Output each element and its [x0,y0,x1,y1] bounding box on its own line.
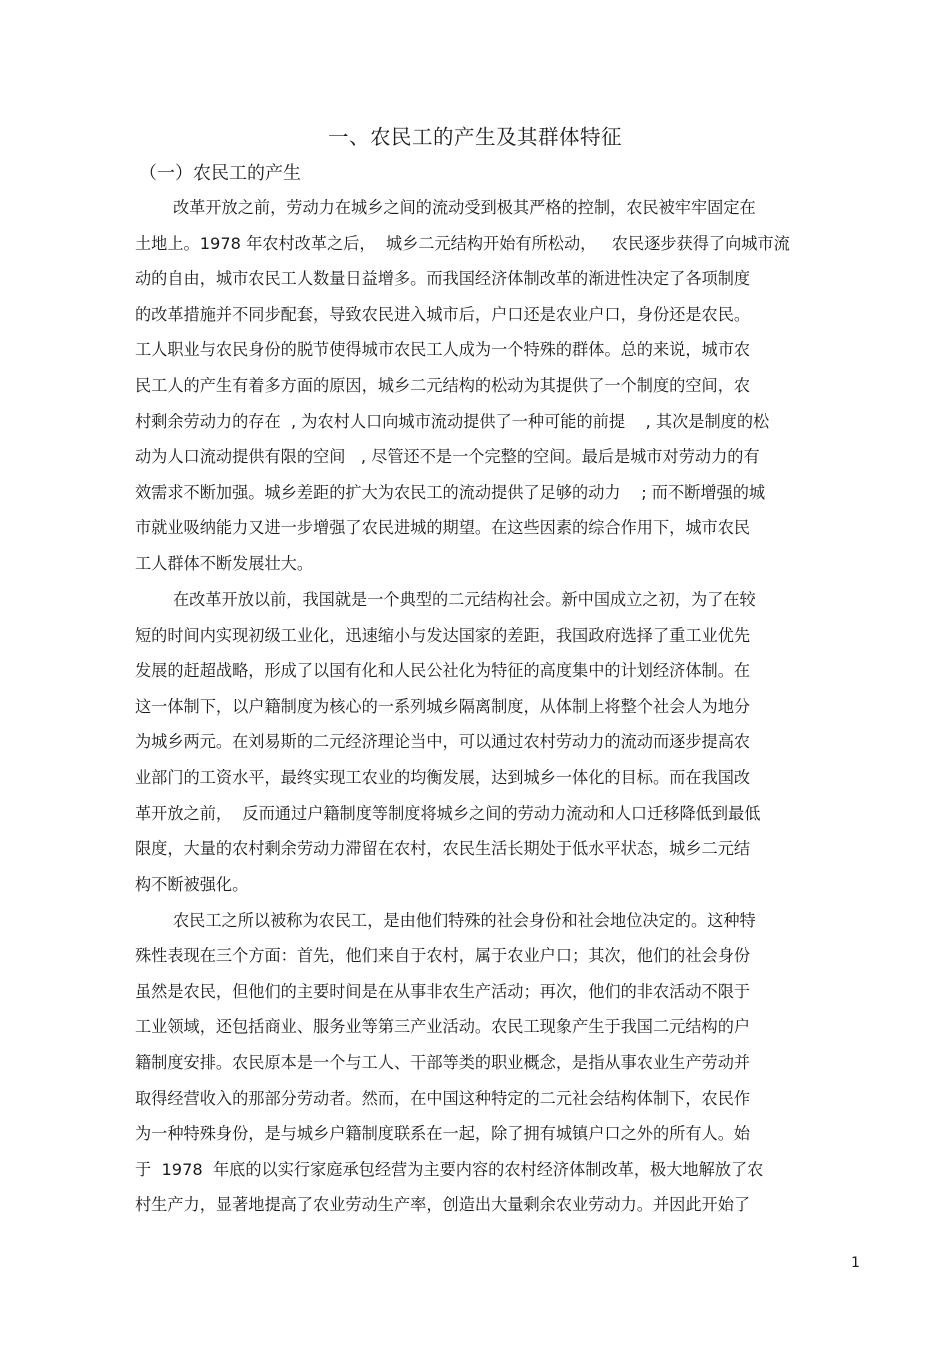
paragraph-line: 在改革开放以前，我国就是一个典型的二元结构社会。新中国成立之初，为了在较 [173,589,756,609]
paragraph-line: 籍制度安排。农民原本是一个与工人、干部等类的职业概念，是指从事农业生产劳动并 [135,1053,751,1072]
paragraph-line: 民工人的产生有着多方面的原因，城乡二元结构的松动为其提供了一个制度的空间，农 [135,376,751,395]
paragraph-line: 农民工之所以被称为农民工，是由他们特殊的社会身份和社会地位决定的。这种特 [173,910,756,930]
paragraph-line: 市就业吸纳能力又进一步增强了农民进城的期望。在这些因素的综合作用下，城市农民 [135,518,751,538]
paragraph-line: 取得经营收入的那部分劳动者。然而，在中国这种特定的二元社会结构体制下，农民作 [135,1088,751,1108]
section-heading: （一）农民工的产生 [139,163,301,184]
paragraph-line: 工业领域，还包括商业、服务业等第三产业活动。农民工现象产生于我国二元结构的户 [135,1017,751,1037]
paragraph-line: 发展的赶超战略，形成了以国有化和人民公社化为特征的高度集中的计划经济体制。在 [135,661,751,681]
paragraph-line: 为城乡两元。在刘易斯的二元经济理论当中，可以通过农村劳动力的流动而逐步提高农 [135,732,751,752]
paragraph-line: 构不断被强化。 [135,874,249,894]
paragraph-line: 工人职业与农民身份的脱节使得城市农民工人成为一个特殊的群体。总的来说，城市农 [135,340,751,360]
paragraph-line: 的改革措施并不同步配套，导致农民进入城市后，户口还是农业户口，身份还是农民。 [135,304,751,324]
paragraph-line: 短的时间内实现初级工业化，迅速缩小与发达国家的差距，我国政府选择了重工业优先 [135,625,751,645]
paragraph-line: 动的自由，城市农民工人数量日益增多。而我国经济体制改革的渐进性决定了各项制度 [135,269,751,289]
paragraph-line: 效需求不断加强。城乡差距的扩大为农民工的流动提供了足够的动力 ; 而不断增强的城 [135,482,766,502]
paragraph-line: 殊性表现在三个方面：首先，他们来自于农村，属于农业户口；其次，他们的社会身份 [135,946,751,966]
paragraph-line: 村生产力，显著地提高了农业劳动生产率，创造出大量剩余农业劳动力。并因此开始了 [135,1195,751,1215]
paragraph-line: 村剩余劳动力的存在 , 为农村人口向城市流动提供了一种可能的前提 , 其次是制度的松 [135,411,770,431]
paragraph-line: 为一种特殊身份，是与城乡户籍制度联系在一起，除了拥有城镇户口之外的所有人。始 [135,1124,751,1144]
paragraph-line: 土地上。1978 年农村改革之后， 城乡二元结构开始有所松动， 农民逐步获得了向城市流 [135,233,790,253]
paragraph-line: 于 1978 年底的以实行家庭承包经营为主要内容的农村经济体制改革，极大地解放了农 [135,1159,764,1179]
paragraph-line: 限度，大量的农村剩余劳动力滞留在农村，农民生活长期处于低水平状态，城乡二元结 [135,839,751,859]
paragraph-line: 业部门的工资水平，最终实现工农业的均衡发展，达到城乡一体化的目标。而在我国改 [135,767,751,787]
paragraph-line: 动为人口流动提供有限的空间 , 尽管还不是一个完整的空间。最后是城市对劳动力的有 [135,447,760,467]
paragraph-line: 改革开放之前，劳动力在城乡之间的流动受到极其严格的控制，农民被牢牢固定在 [173,198,756,217]
paragraph-line: 虽然是农民，但他们的主要时间是在从事非农生产活动；再次，他们的非农活动不限于 [135,981,751,1001]
chapter-title: 一、农民工的产生及其群体特征 [328,125,622,149]
paragraph-line: 革开放之前， 反而通过户籍制度等制度将城乡之间的劳动力流动和人口迁移降低到最低 [135,803,761,823]
paragraph-line: 这一体制下，以户籍制度为核心的一系列城乡隔离制度，从体制上将整个社会人为地分 [135,696,751,716]
page-number: 1 [851,1255,860,1271]
paragraph-line: 工人群体不断发展壮大。 [135,554,314,573]
